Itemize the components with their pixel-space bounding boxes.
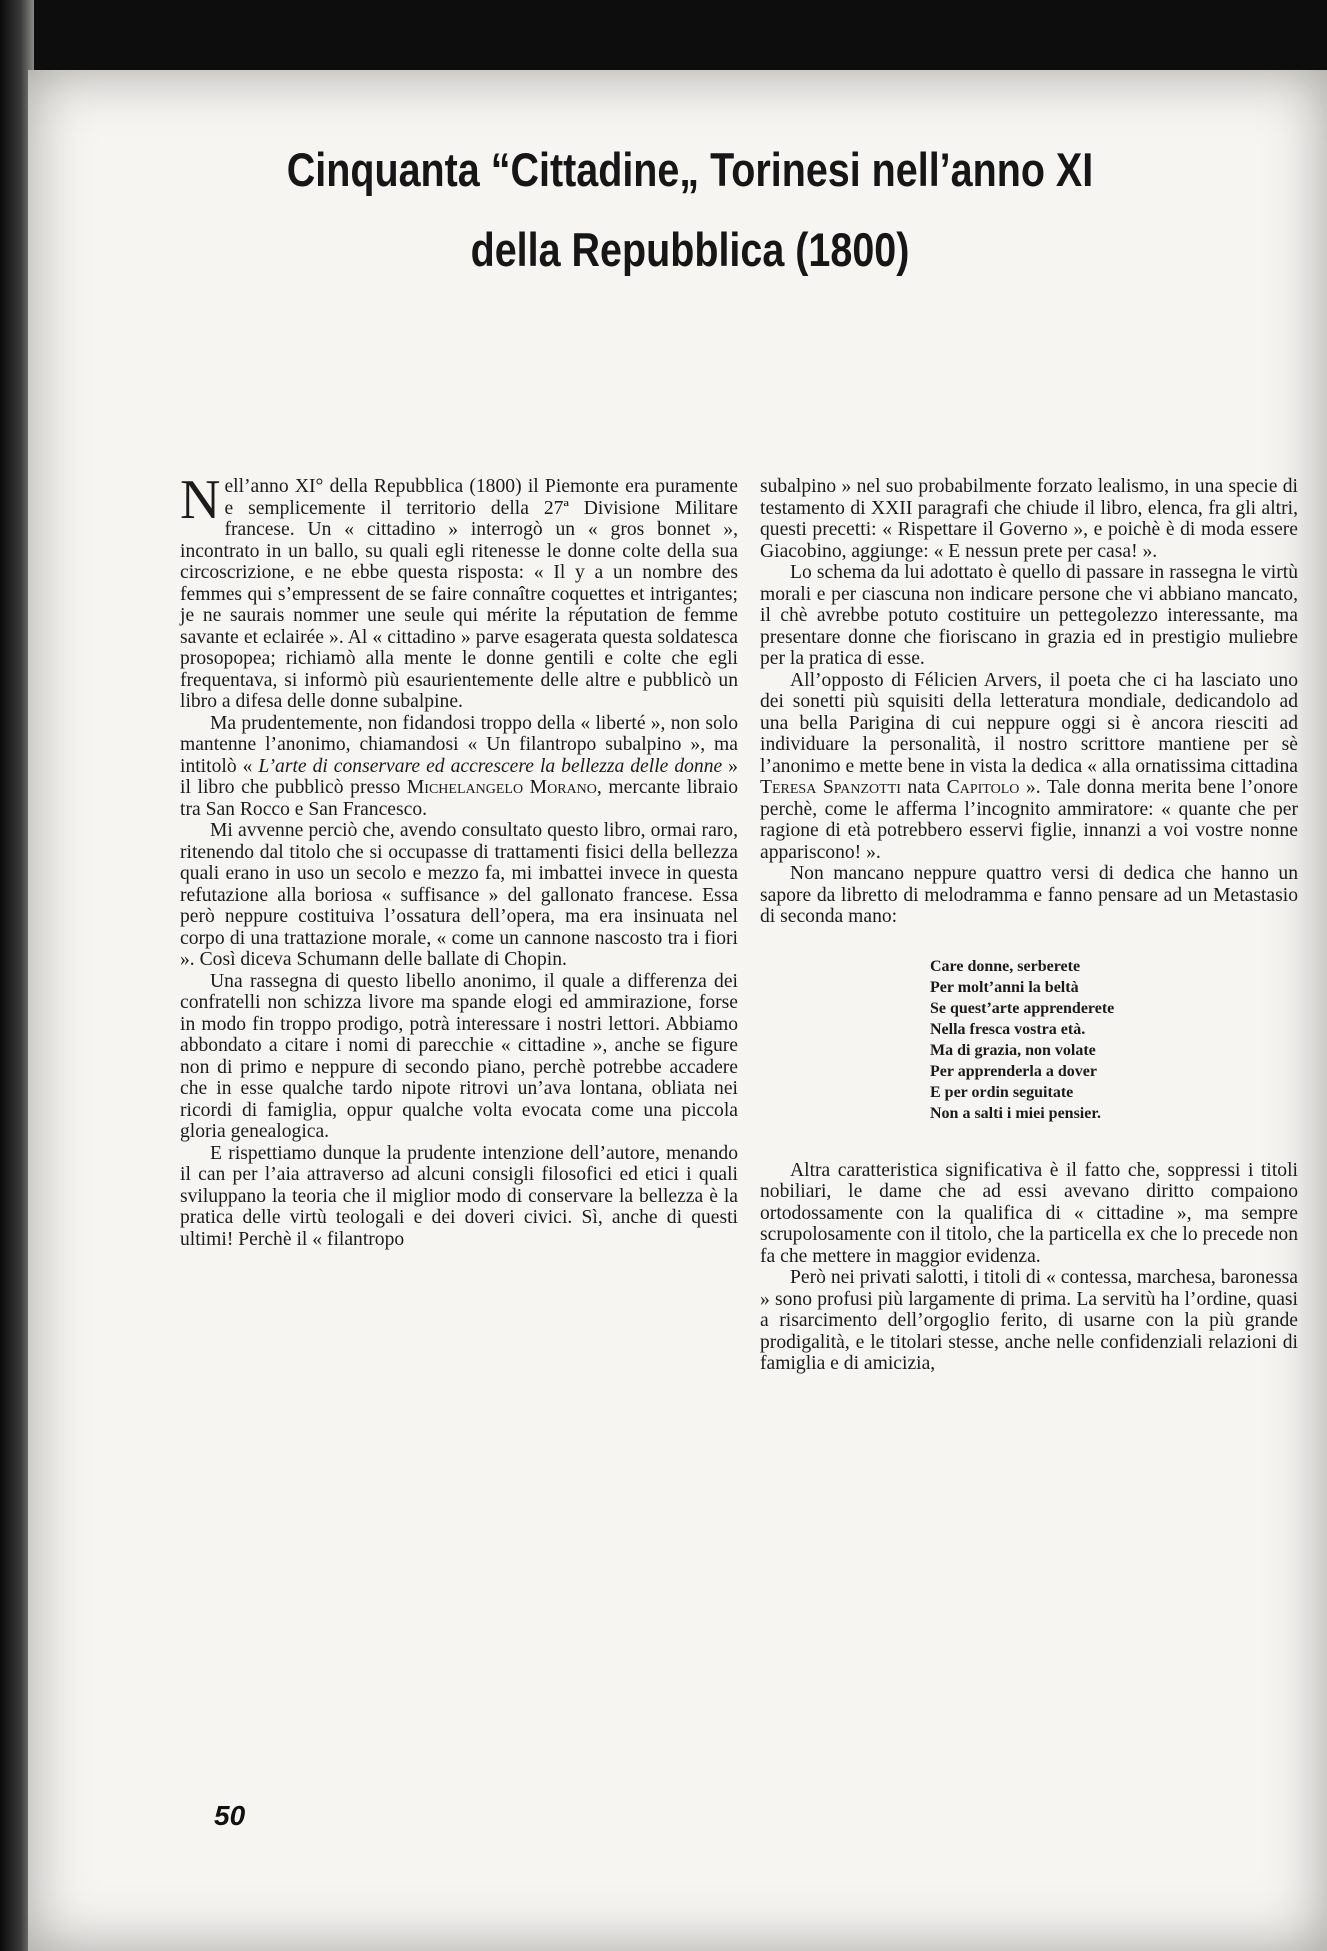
paragraph xyxy=(760,670,1298,864)
paragraph: Mi avvenne perciò che, avendo consultato questo libro, ormai raro, ritenendo dal titolo che si occupasse di trattamenti fisici della bellezza quali erano in uso un secolo e mezzo fa, mi imbattei invece in questa refutazione alla boriosa « suffisance » del gallonato francese. Essa però neppure costituiva l’ossatura dell’opera, ma era insinuata nel corpo di una trattazione morale, « come un cannone nascosto tra i fiori ». Così diceva Schumann delle ballate di Chopin. xyxy=(180,820,738,970)
paragraph: Una rassegna di questo libello anonimo, il quale a differenza dei confratelli non schizza livore ma spande elogi ed ammirazione, forse in modo fin troppo prodigo, potrà interessare i nostri lettori. Abbiamo abbondato a citare i nomi di parecchie « cittadine », anche se figure non di primo e neppure di secondo piano, perchè potrebbe accadere che in esse qualche tardo nipote ritrovi un’ava lontana, obliata nei ricordi di famiglia, oppur qualche volta evocata come una piccola gloria genealogica. xyxy=(180,970,738,1142)
paragraph-text: Ma prudentemente, non fidandosi troppo della « liberté », non solo mantenne l’anonimo, chiamandosi « Un filantropo subalpino », ma intitolò « xyxy=(180,712,738,777)
verse-line: E per ordin seguitate xyxy=(930,1083,1074,1101)
paragraph-text: , mercante libraio tra San Rocco e San Francesco. xyxy=(180,777,738,820)
paragraph xyxy=(180,469,738,713)
paragraph-text: ell’anno XI° della Repubblica (1800) il Piemonte era puramente e semplicemente il territorio della 27ª Divisione Militare francese. Un « cittadino » interrogò un « gros bonnet », incontrato in un ballo, su quali egli ritenesse le donne colte della sua circoscrizione, e ne ebbe questa risposta: « Il y a un nombre des femmes qui s’empressent de se faire connaître coquettes et intrigantes; je ne saurais nommer une seule qui mérite la réputation de femme savante et eclairée ». Al « cittadino » parve esagerata questa soldatesca prosopopea; richiamò alla mente le donne gentili e colte che egli frequentava, si informò più esaurientemente delle altre e pubblicò un libro a difesa delle donne subalpine. xyxy=(180,476,738,712)
title-line-1: Cinquanta “Cittadine„ Torinesi nell’anno XI xyxy=(286,143,1094,196)
drop-cap: N xyxy=(180,469,221,531)
maiden-name: Capitolo xyxy=(946,777,1020,798)
paragraph xyxy=(180,713,738,821)
paragraph: Non mancano neppure quattro versi di dedica che hanno un sapore da libretto di melodramma e fanno pensare ad un Metastasio di seconda mano: xyxy=(760,863,1298,927)
paragraph: Però nei privati salotti, i titoli di « contessa, marchesa, baronessa » sono profusi più largamente di prima. La servitù ha l’ordine, quasi a risarcimento dell’orgoglio ferito, di usarne con la più grande prodigalità, e le titolari stesse, anche nelle confidenziali relazioni di famiglia e di amicizia, xyxy=(760,1267,1298,1374)
paragraph-text: ». Tale donna merita bene l’onore perchè, come le afferma l’incognito ammiratore: « quante che per ragione di età potrebbero esservi figlie, innanzi a voi vostre nonne appariscono! ». xyxy=(760,777,1298,863)
paragraph-text: All’opposto di Félicien Arvers, il poeta che ci ha lasciato uno dei sonetti più squisiti della letteratura mondiale, dedicandolo ad una bella Parigina di cui neppure oggi si è ancora riesciti ad individuare la personalità, il nostro scrittore mantiene per sè l’anonimo e mette bene in vista la dedica « alla ornatissima cittadina xyxy=(760,669,1298,777)
paragraph: E rispettiamo dunque la prudente intenzione dell’autore, menando il can per l’aia attraverso ad alcuni consigli filosofici ed etici i quali sviluppano la teoria che il miglior modo di conservare la bellezza è la pratica delle virtù teologali e dei doveri civici. Sì, anche di questi ultimi! Perchè il « filantropo xyxy=(180,1142,738,1250)
paragraph: Altra caratteristica significativa è il fatto che, soppressi i titoli nobiliari, le dame che ad essi avevano diritto compaiono ortodossamente con la qualifica di « cittadine », ma sempre scrupolosamente con il titolo, che la particella ex che lo precede non fa che mettere in maggior evidenza. xyxy=(760,1159,1298,1267)
verse-line: Ma di grazia, non volate xyxy=(930,1041,1096,1059)
paragraph-text: nata xyxy=(900,777,947,798)
book-title: L’arte di conservare ed accrescere la bellezza delle donne xyxy=(258,755,723,777)
verse-line: Non a salti i miei pensier. xyxy=(930,1104,1101,1122)
paragraph: subalpino » nel suo probabilmente forzato lealismo, in una specie di testamento di XXII paragrafi che chiude il libro, elenca, fra gli altri, questi precetti: « Rispettare il Governo », e poichè è di moda essere Giacobino, aggiunge: « E nessun prete per casa! ». xyxy=(760,476,1298,562)
verse-line: Per molt’anni la beltà xyxy=(930,978,1079,996)
verse-line: Nella fresca vostra età. xyxy=(930,1020,1086,1038)
verse-line: Per apprenderla a dover xyxy=(930,1062,1097,1080)
publisher-name: Michelangelo Morano xyxy=(406,777,597,798)
page-number: 50 xyxy=(214,1800,246,1831)
scan-border-top xyxy=(0,0,1327,80)
paragraph-text: » il libro che pubblicò presso xyxy=(180,755,738,798)
dedicatee-name: Teresa Spanzotti xyxy=(760,777,901,798)
article-title xyxy=(180,130,1200,290)
paragraph: Lo schema da lui adottato è quello di passare in rassegna le virtù morali e per ciascuna non indicare persone che vi abbiano mancato, il chè avrebbe potuto costituire un pettegolezzo interessante, ma presentare donne che fioriscano in grazia ed in prestigio muliebre per la pratica di esse. xyxy=(760,562,1298,669)
text-column-right xyxy=(760,476,1298,1375)
title-line-2: della Repubblica (1800) xyxy=(470,223,910,276)
text-column-left xyxy=(180,469,738,1250)
dedication-verse xyxy=(930,956,1298,1124)
verse-line: Se quest’arte apprenderete xyxy=(930,999,1115,1017)
verse-line: Care donne, serberete xyxy=(930,957,1081,975)
